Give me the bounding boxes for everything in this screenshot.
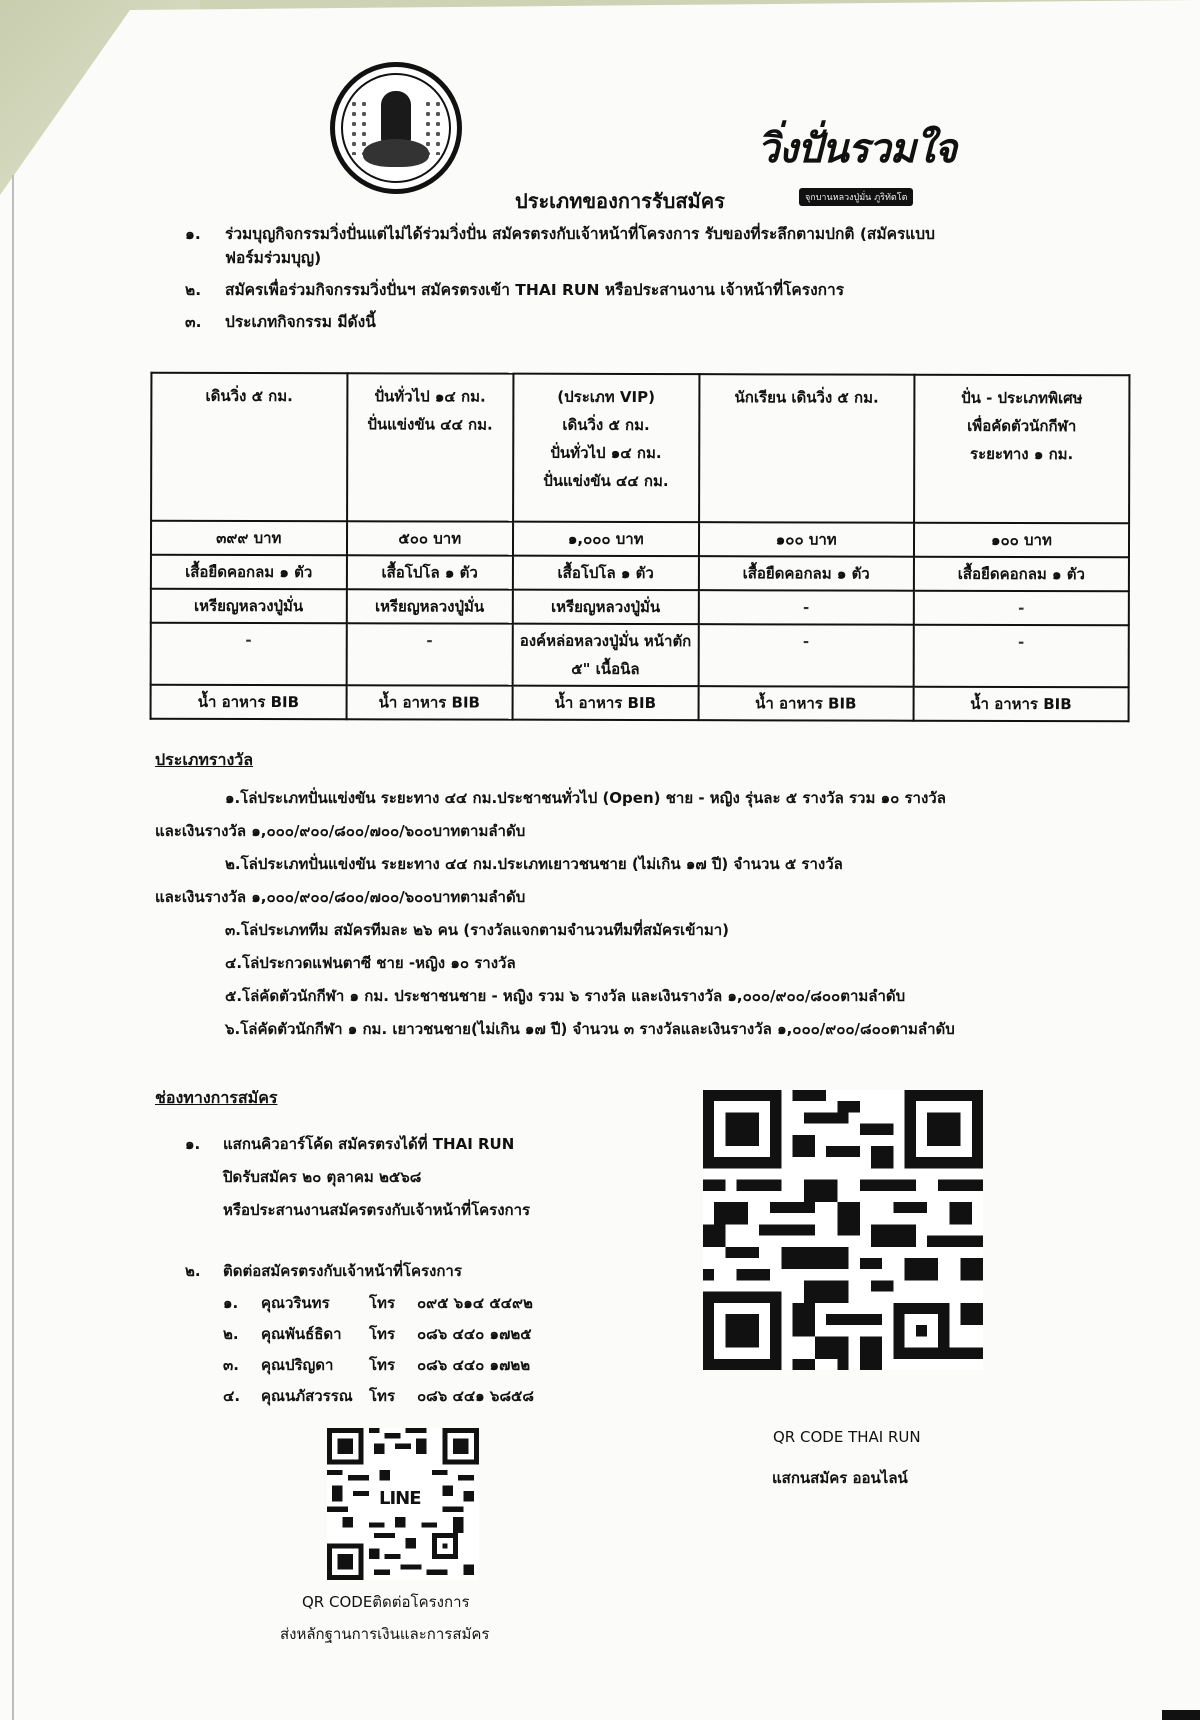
contact-name: คุณพันธ์ธิดา xyxy=(261,1325,342,1343)
intro-item xyxy=(185,310,945,334)
prizes-heading: ประเภทรางวัล xyxy=(155,750,254,769)
prize-line: ๕.โล่คัดตัวนักกีฬา ๑ กม. ประชาชนชาย - หญิง รวม ๖ รางวัล และเงินรางวัล ๑,๐๐๐/๙๐๐/๘๐๐ตามลำดับ xyxy=(225,987,906,1005)
table-cell: - xyxy=(913,625,1128,688)
table-cell: ๓๙๙ บาท xyxy=(151,521,347,556)
prize-line: ๓.โล่ประเภททีม สมัครทีมละ ๒๖ คน (รางวัลแจกตามจำนวนทีมที่สมัครเข้ามา) xyxy=(225,921,730,939)
contact-name: คุณปริญดา xyxy=(261,1356,334,1374)
table-header-cell xyxy=(914,375,1130,524)
table-cell: เสื้อยืดคอกลม ๑ ตัว xyxy=(151,555,347,590)
table-row-medal xyxy=(151,589,1129,626)
table-cell: ๕๐๐ บาท xyxy=(347,521,513,555)
table-cell: เหรียญหลวงปู่มั่น xyxy=(346,589,512,623)
intro-list xyxy=(185,222,945,342)
intro-item-text: สมัครเพื่อร่วมกิจกรรมวิ่งปั่นฯ สมัครตรงเข้า THAI RUN หรือประสานงาน เจ้าหน้าที่โครงการ xyxy=(225,281,845,299)
contact-tel-label: โทร xyxy=(369,1325,396,1343)
thairun-qr-caption: QR CODE THAI RUN xyxy=(773,1428,921,1446)
table-cell: เสื้อยืดคอกลม ๑ ตัว xyxy=(914,557,1129,592)
scan-corner-artifact xyxy=(1162,1710,1200,1720)
table-row-statue xyxy=(151,623,1129,688)
table-cell: - xyxy=(346,623,512,685)
table-header-cell xyxy=(513,374,699,522)
line-qr-caption: QR CODEติดต่อโครงการ xyxy=(302,1593,470,1611)
table-header-cell xyxy=(347,373,514,521)
channels-list xyxy=(185,1128,534,1412)
header-line: ปั่นทั่วไป ๑๔ กม. xyxy=(374,387,486,406)
intro-item-number: ๑. xyxy=(185,225,201,243)
contact-phone: ๐๘๖ ๔๔๐ ๑๗๒๕ xyxy=(417,1325,532,1343)
line-qr-subcaption: ส่งหลักฐานการเงินและการสมัคร xyxy=(280,1625,490,1643)
temple-seal-logo xyxy=(330,62,462,194)
channel-item-contact xyxy=(185,1255,534,1288)
header-line: เดินวิ่ง ๕ กม. xyxy=(205,386,293,406)
contact-number: ๑. xyxy=(223,1294,239,1312)
contact-tel-label: โทร xyxy=(369,1387,396,1405)
channel-lines xyxy=(223,1128,530,1227)
table-cell: น้ำ อาหาร BIB xyxy=(151,685,347,720)
event-logo-tagline: จุกบานหลวงปู่มั่น ภูริทัตโต xyxy=(799,188,913,206)
contact-tel-label: โทร xyxy=(369,1294,396,1312)
table-cell: ๑,๐๐๐ บาท xyxy=(513,522,699,556)
channels-heading: ช่องทางการสมัคร xyxy=(155,1088,278,1107)
contact-number: ๔. xyxy=(223,1387,241,1405)
logo-base-icon xyxy=(363,139,429,167)
intro-item xyxy=(185,222,945,270)
contact-item xyxy=(185,1350,534,1381)
table-cell: - xyxy=(698,624,913,687)
table-cell: เหรียญหลวงปู่มั่น xyxy=(513,590,699,624)
prize-line: ๒.โล่ประเภทปั่นแข่งขัน ระยะทาง ๔๔ กม.ประเภทเยาวชนชาย (ไม่เกิน ๑๗ ปี) จำนวน ๕ รางวัล xyxy=(225,855,843,873)
contact-phone: ๐๘๖ ๔๔๐ ๑๗๒๒ xyxy=(417,1356,531,1374)
contact-number: ๓. xyxy=(223,1356,239,1374)
table-cell: องค์หล่อหลวงปู่มั่น หน้าตัก ๕" เนื้อนิล xyxy=(512,624,698,686)
table-header-cell xyxy=(151,373,347,522)
contact-item xyxy=(185,1381,534,1412)
intro-item-text: ร่วมบุญกิจกรรมวิ่งปั่นแต่ไม่ได้ร่วมวิ่งปั่น สมัครตรงกับเจ้าหน้าที่โครงการ รับของที่ระลึกตามปกติ (สมัครแบบฟอร์มร่วมบุญ) xyxy=(225,225,935,267)
table-header-row xyxy=(151,373,1129,524)
table-cell: เหรียญหลวงปู่มั่น xyxy=(151,589,347,624)
header-line: ปั่นแข่งขัน ๔๔ กม. xyxy=(543,471,669,491)
thairun-qr-subcaption: แสกนสมัคร ออนไลน์ xyxy=(772,1469,908,1487)
contact-phone: ๐๙๕ ๖๑๔ ๕๔๙๒ xyxy=(417,1294,533,1312)
contact-item xyxy=(185,1319,534,1350)
intro-item xyxy=(185,278,945,302)
table-cell: เสื้อยืดคอกลม ๑ ตัว xyxy=(699,556,914,591)
table-cell: ๑๐๐ บาท xyxy=(914,523,1129,558)
thairun-qr-code[interactable] xyxy=(703,1090,983,1370)
monk-figure-icon xyxy=(381,91,411,143)
line-logo-badge: LINE xyxy=(379,1488,421,1509)
line-qr-code[interactable] xyxy=(327,1428,479,1580)
header-line: เดินวิ่ง ๕ กม. xyxy=(562,415,650,435)
table-cell: - xyxy=(698,590,913,625)
table-cell: เสื้อโปโล ๑ ตัว xyxy=(346,555,512,589)
header-line: ปั่นแข่งขัน ๔๔ กม. xyxy=(367,415,493,434)
contact-item xyxy=(185,1288,534,1319)
prize-line: ๔.โล่ประกวดแฟนตาซี ชาย -หญิง ๑๐ รางวัล xyxy=(225,954,516,972)
table-cell: น้ำ อาหาร BIB xyxy=(346,685,512,719)
table-cell: น้ำ อาหาร BIB xyxy=(512,686,698,720)
table-cell: - xyxy=(151,623,347,686)
table-cell: ๑๐๐ บาท xyxy=(699,522,914,557)
header-line: ระยะทาง ๑ กม. xyxy=(970,444,1074,464)
channel-number: ๑. xyxy=(185,1135,201,1153)
page-title: ประเภทของการรับสมัคร xyxy=(515,189,725,213)
contact-tel-label: โทร xyxy=(369,1356,396,1374)
contact-name: คุณวรินทร xyxy=(261,1294,330,1312)
prize-line: ๑.โล่ประเภทปั่นแข่งขัน ระยะทาง ๔๔ กม.ประชาชนทั่วไป (Open) ชาย - หญิง รุ่นละ ๕ รางวัล รวม ๑๐ รางวัล xyxy=(225,789,946,807)
header-line: (ประเภท VIP) xyxy=(557,387,655,407)
page-edge-fold xyxy=(12,175,14,1720)
table-cell: น้ำ อาหาร BIB xyxy=(913,687,1128,722)
table-row-price xyxy=(151,521,1129,558)
contact-number: ๒. xyxy=(223,1325,239,1343)
table-row-shirt xyxy=(151,555,1129,592)
intro-item-text: ประเภทกิจกรรม มีดังนี้ xyxy=(225,313,376,331)
intro-item-number: ๓. xyxy=(185,313,202,331)
table-header-cell xyxy=(699,374,915,523)
registration-categories-table xyxy=(150,372,1131,723)
event-logo-brand: วิ่งปั่นรวมใจ xyxy=(757,126,957,172)
contact-phone: ๐๘๖ ๔๔๑ ๖๘๕๘ xyxy=(417,1387,534,1405)
intro-item-number: ๒. xyxy=(185,281,202,299)
contact-name: คุณนภัสวรรณ xyxy=(261,1387,353,1405)
header-line: นักเรียน เดินวิ่ง ๕ กม. xyxy=(734,388,879,407)
header-line: เพื่อคัดตัวนักกีฬา xyxy=(967,416,1077,436)
channel-line: ติดต่อสมัครตรงกับเจ้าหน้าที่โครงการ xyxy=(223,1262,462,1280)
table-cell: น้ำ อาหาร BIB xyxy=(698,686,913,721)
channel-close-date: ปิดรับสมัคร ๒๐ ตุลาคม ๒๕๖๘ xyxy=(223,1168,422,1186)
prize-line: และเงินรางวัล ๑,๐๐๐/๙๐๐/๘๐๐/๗๐๐/๖๐๐บาทตามลำดับ xyxy=(155,822,526,840)
prize-line: และเงินรางวัล ๑,๐๐๐/๙๐๐/๘๐๐/๗๐๐/๖๐๐บาทตามลำดับ xyxy=(155,888,526,906)
table-row-food-bib xyxy=(151,685,1129,722)
table-cell: - xyxy=(914,591,1129,626)
prize-line: ๖.โล่คัดตัวนักกีฬา ๑ กม. เยาวชนชาย(ไม่เกิน ๑๗ ปี) จำนวน ๓ รางวัลและเงินรางวัล ๑,๐๐๐/๙๐๐/๘๐๐ตามลำดับ xyxy=(225,1020,955,1038)
header-line: ปั่นทั่วไป ๑๔ กม. xyxy=(550,443,662,463)
channel-item-thairun xyxy=(185,1128,534,1227)
channel-number: ๒. xyxy=(185,1262,201,1280)
channel-line: หรือประสานงานสมัครตรงกับเจ้าหน้าที่โครงการ xyxy=(223,1201,531,1219)
channel-line: แสกนคิวอาร์โค้ด สมัครตรงได้ที่ THAI RUN xyxy=(223,1135,515,1153)
table-cell: เสื้อโปโล ๑ ตัว xyxy=(513,556,699,590)
qr-code-icon xyxy=(703,1090,983,1370)
event-logo xyxy=(757,112,957,212)
header-line: ปั่น - ประเภทพิเศษ xyxy=(961,388,1083,408)
prize-list xyxy=(155,782,1055,1046)
